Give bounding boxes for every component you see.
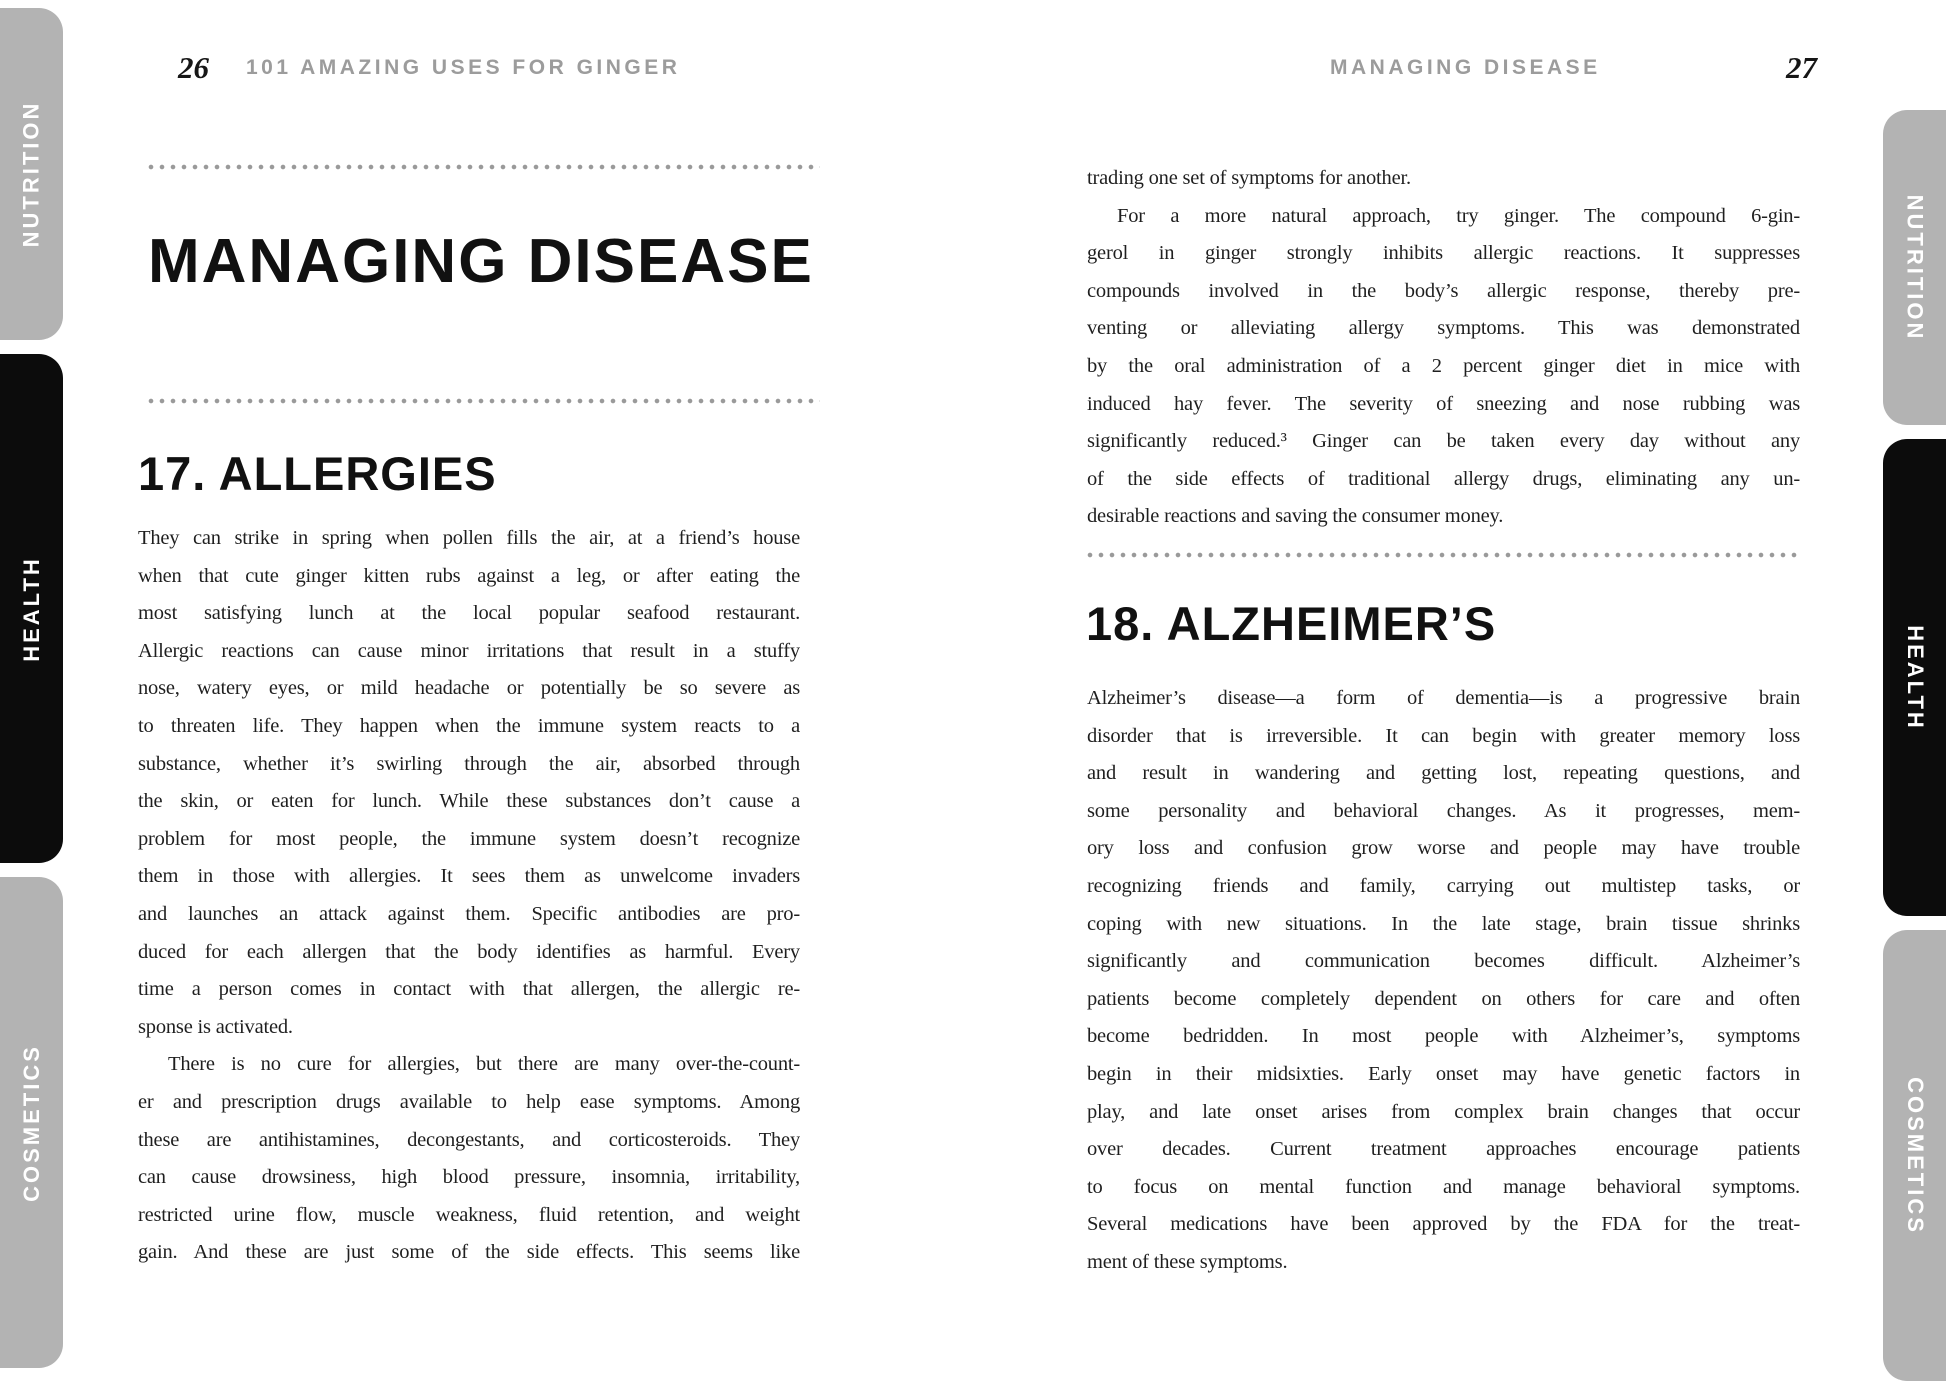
text-line: There is no cure for allergies, but there are many over-the-count-	[168, 1053, 800, 1076]
text-line: gain. And these are just some of the side effects. This seems like	[138, 1241, 800, 1264]
tab-right-nutrition	[1883, 110, 1946, 425]
tab-left-nutrition-label: NUTRITION	[18, 100, 44, 248]
paragraph-alzheimers-1	[1087, 680, 1800, 1282]
paragraph-allergies-2	[138, 1046, 800, 1272]
text-line: Allergic reactions can cause minor irritations that result in a stuffy	[138, 639, 800, 662]
tab-right-health-label: HEALTH	[1902, 624, 1928, 731]
right-running-head: MANAGING DISEASE	[1330, 56, 1601, 79]
text-line: substance, whether it’s swirling through the air, absorbed through	[138, 752, 800, 775]
dotted-divider	[148, 398, 820, 404]
text-line: significantly and communication becomes difficult. Alzheimer’s	[1087, 950, 1800, 973]
text-line: ment of these symptoms.	[1087, 1250, 1288, 1273]
tab-left-cosmetics	[0, 877, 63, 1368]
text-line: duced for each allergen that the body identifies as harmful. Every	[138, 940, 800, 963]
text-line: problem for most people, the immune system doesn’t recognize	[138, 827, 800, 850]
chapter-title: MANAGING DISEASE	[148, 227, 814, 296]
left-page-number: 26	[178, 50, 209, 85]
text-line: venting or alleviating allergy symptoms. This was demonstrated	[1087, 317, 1800, 340]
tab-left-health-label: HEALTH	[18, 555, 44, 662]
text-line: er and prescription drugs available to help ease symptoms. Among	[138, 1090, 800, 1113]
dotted-divider	[1087, 552, 1800, 558]
text-line: when that cute ginger kitten rubs against a leg, or after eating the	[138, 564, 800, 587]
section-heading-alzheimers: 18. ALZHEIMER’S	[1086, 597, 1497, 650]
dotted-divider	[148, 164, 820, 170]
text-line: some personality and behavioral changes. As it progresses, mem-	[1087, 799, 1800, 822]
left-page-body	[138, 520, 800, 1272]
text-line: coping with new situations. In the late stage, brain tissue shrinks	[1087, 912, 1800, 935]
tab-right-nutrition-label: NUTRITION	[1902, 194, 1928, 341]
text-line: They can strike in spring when pollen fills the air, at a friend’s house	[138, 527, 800, 549]
paragraph-allergies-1	[138, 520, 800, 1046]
text-line: and result in wandering and getting lost, repeating questions, and	[1087, 762, 1800, 785]
text-line: them in those with allergies. It sees them as unwelcome invaders	[138, 865, 800, 888]
text-line: begin in their midsixties. Early onset may have genetic factors in	[1087, 1062, 1800, 1085]
tab-left-health	[0, 354, 63, 863]
text-line: to threaten life. They happen when the immune system reacts to a	[138, 714, 800, 737]
text-line: over decades. Current treatment approaches encourage patients	[1087, 1138, 1800, 1161]
left-running-head: 101 AMAZING USES FOR GINGER	[246, 56, 681, 79]
text-line: Alzheimer’s disease—a form of dementia—is a progressive brain	[1087, 687, 1800, 709]
section-heading-allergies: 17. ALLERGIES	[138, 447, 497, 500]
text-line: disorder that is irreversible. It can begin with greater memory loss	[1087, 724, 1800, 747]
right-page-body-bottom	[1087, 680, 1800, 1282]
text-line: can cause drowsiness, high blood pressure, insomnia, irritability,	[138, 1166, 800, 1189]
text-line: sponse is activated.	[138, 1015, 293, 1038]
tab-right-health	[1883, 439, 1946, 916]
text-line: become bedridden. In most people with Alzheimer’s, symptoms	[1087, 1025, 1800, 1048]
text-line: play, and late onset arises from complex brain changes that occur	[1087, 1100, 1800, 1123]
text-line: time a person comes in contact with that allergen, the allergic re-	[138, 978, 800, 1001]
text-line: and launches an attack against them. Specific antibodies are pro-	[138, 902, 800, 925]
paragraph-allergies-4	[1087, 198, 1800, 536]
text-line: nose, watery eyes, or mild headache or potentially be so severe as	[138, 677, 800, 700]
tab-left-cosmetics-label: COSMETICS	[18, 1043, 44, 1202]
text-line: trading one set of symptoms for another.	[1087, 167, 1411, 189]
text-line: by the oral administration of a 2 percent ginger diet in mice with	[1087, 354, 1800, 377]
text-line: of the side effects of traditional allergy drugs, eliminating any un-	[1087, 467, 1800, 490]
paragraph-allergies-3	[1087, 160, 1800, 198]
tab-right-cosmetics-label: COSMETICS	[1902, 1076, 1928, 1235]
right-page-number: 27	[1786, 50, 1817, 85]
text-line: For a more natural approach, try ginger. The compound 6-gin-	[1117, 204, 1800, 227]
text-line: to focus on mental function and manage behavioral symptoms.	[1087, 1175, 1800, 1198]
text-line: most satisfying lunch at the local popular seafood restaurant.	[138, 602, 800, 625]
text-line: recognizing friends and family, carrying out multistep tasks, or	[1087, 874, 1800, 897]
tab-right-cosmetics	[1883, 930, 1946, 1381]
text-line: patients become completely dependent on others for care and often	[1087, 987, 1800, 1010]
right-page-body-top	[1087, 160, 1800, 536]
text-line: induced hay fever. The severity of sneezing and nose rubbing was	[1087, 392, 1800, 415]
text-line: the skin, or eaten for lunch. While these substances don’t cause a	[138, 790, 800, 813]
text-line: restricted urine flow, muscle weakness, fluid retention, and weight	[138, 1203, 800, 1226]
text-line: ory loss and confusion grow worse and people may have trouble	[1087, 837, 1800, 860]
text-line: compounds involved in the body’s allergic response, thereby pre-	[1087, 279, 1800, 302]
text-line: desirable reactions and saving the consumer money.	[1087, 505, 1504, 528]
text-line: Several medications have been approved by the FDA for the treat-	[1087, 1213, 1800, 1236]
tab-left-nutrition	[0, 8, 63, 340]
text-line: these are antihistamines, decongestants, and corticosteroids. They	[138, 1128, 800, 1151]
text-line: significantly reduced.³ Ginger can be taken every day without any	[1087, 430, 1800, 453]
text-line: gerol in ginger strongly inhibits allergic reactions. It suppresses	[1087, 242, 1800, 265]
